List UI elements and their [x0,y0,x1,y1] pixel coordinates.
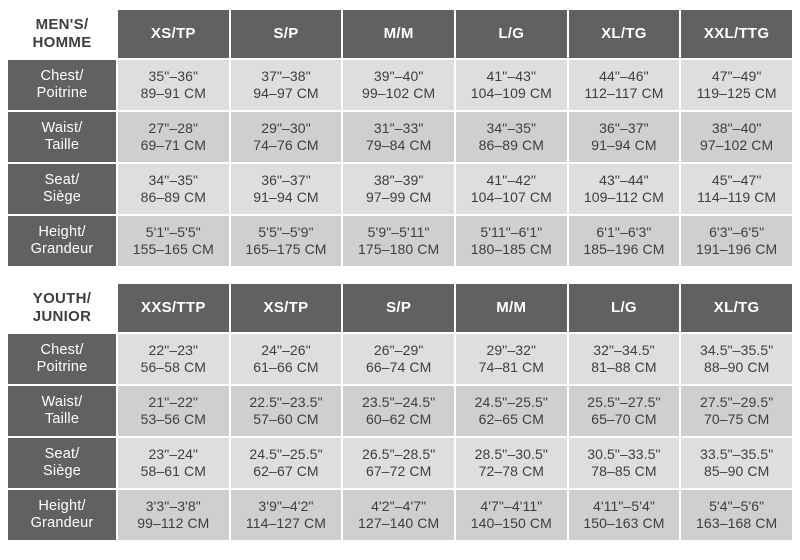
measurement-cell: 41"–42" 104–107 CM [456,164,567,214]
mens-row-label: Waist/ Taille [8,112,116,162]
measurement-cell: 5'1"–5'5" 155–165 CM [118,216,229,266]
measurement-cell: 29"–30" 74–76 CM [231,112,342,162]
measurement-cell: 26"–29" 66–74 CM [343,334,454,384]
table-row [8,386,792,436]
mens-row-label: Chest/ Poitrine [8,60,116,110]
measurement-cell: 24.5"–25.5" 62–67 CM [231,438,342,488]
measurement-cell: 41"–43" 104–109 CM [456,60,567,110]
table-row [8,60,792,110]
measurement-cell: 36"–37" 91–94 CM [231,164,342,214]
measurement-cell: 39"–40" 99–102 CM [343,60,454,110]
measurement-cell: 47"–49" 119–125 CM [681,60,792,110]
mens-header-row [8,10,792,58]
measurement-cell: 31"–33" 79–84 CM [343,112,454,162]
table-row [8,334,792,384]
measurement-cell: 23"–24" 58–61 CM [118,438,229,488]
measurement-cell: 27"–28" 69–71 CM [118,112,229,162]
measurement-cell: 37"–38" 94–97 CM [231,60,342,110]
measurement-cell: 34"–35" 86–89 CM [456,112,567,162]
mens-column-header: L/G [456,10,567,58]
measurement-cell: 3'9"–4'2" 114–127 CM [231,490,342,540]
measurement-cell: 38"–39" 97–99 CM [343,164,454,214]
youth-size-table [6,282,794,542]
measurement-cell: 36"–37" 91–94 CM [569,112,680,162]
youth-column-header: S/P [343,284,454,332]
measurement-cell: 45"–47" 114–119 CM [681,164,792,214]
table-row [8,490,792,540]
youth-row-label: Seat/ Siège [8,438,116,488]
mens-row-label: Height/ Grandeur [8,216,116,266]
measurement-cell: 5'9"–5'11" 175–180 CM [343,216,454,266]
measurement-cell: 4'7"–4'11" 140–150 CM [456,490,567,540]
youth-row-label: Chest/ Poitrine [8,334,116,384]
youth-corner-label: YOUTH/ JUNIOR [8,284,116,332]
measurement-cell: 22.5"–23.5" 57–60 CM [231,386,342,436]
measurement-cell: 4'11"–5'4" 150–163 CM [569,490,680,540]
measurement-cell: 28.5"–30.5" 72–78 CM [456,438,567,488]
mens-size-table [6,8,794,268]
measurement-cell: 6'3"–6'5" 191–196 CM [681,216,792,266]
mens-column-header: XL/TG [569,10,680,58]
measurement-cell: 21"–22" 53–56 CM [118,386,229,436]
mens-column-header: XXL/TTG [681,10,792,58]
mens-column-header: S/P [231,10,342,58]
mens-column-header: XS/TP [118,10,229,58]
youth-column-header: XXS/TTP [118,284,229,332]
measurement-cell: 35"–36" 89–91 CM [118,60,229,110]
youth-row-label: Waist/ Taille [8,386,116,436]
youth-column-header: L/G [569,284,680,332]
measurement-cell: 43"–44" 109–112 CM [569,164,680,214]
measurement-cell: 38"–40" 97–102 CM [681,112,792,162]
measurement-cell: 3'3"–3'8" 99–112 CM [118,490,229,540]
measurement-cell: 24.5"–25.5" 62–65 CM [456,386,567,436]
measurement-cell: 4'2"–4'7" 127–140 CM [343,490,454,540]
measurement-cell: 26.5"–28.5" 67–72 CM [343,438,454,488]
measurement-cell: 34"–35" 86–89 CM [118,164,229,214]
measurement-cell: 25.5"–27.5" 65–70 CM [569,386,680,436]
measurement-cell: 5'11"–6'1" 180–185 CM [456,216,567,266]
measurement-cell: 33.5"–35.5" 85–90 CM [681,438,792,488]
youth-column-header: XS/TP [231,284,342,332]
measurement-cell: 5'4"–5'6" 163–168 CM [681,490,792,540]
measurement-cell: 29"–32" 74–81 CM [456,334,567,384]
mens-corner-label: MEN'S/ HOMME [8,10,116,58]
table-row [8,164,792,214]
measurement-cell: 23.5"–24.5" 60–62 CM [343,386,454,436]
mens-column-header: M/M [343,10,454,58]
measurement-cell: 30.5"–33.5" 78–85 CM [569,438,680,488]
youth-column-header: XL/TG [681,284,792,332]
measurement-cell: 22"–23" 56–58 CM [118,334,229,384]
table-row [8,216,792,266]
youth-column-header: M/M [456,284,567,332]
mens-row-label: Seat/ Siège [8,164,116,214]
youth-row-label: Height/ Grandeur [8,490,116,540]
measurement-cell: 24"–26" 61–66 CM [231,334,342,384]
measurement-cell: 44"–46" 112–117 CM [569,60,680,110]
table-row [8,438,792,488]
measurement-cell: 5'5"–5'9" 165–175 CM [231,216,342,266]
youth-header-row [8,284,792,332]
measurement-cell: 6'1"–6'3" 185–196 CM [569,216,680,266]
measurement-cell: 27.5"–29.5" 70–75 CM [681,386,792,436]
measurement-cell: 32"–34.5" 81–88 CM [569,334,680,384]
table-row [8,112,792,162]
measurement-cell: 34.5"–35.5" 88–90 CM [681,334,792,384]
